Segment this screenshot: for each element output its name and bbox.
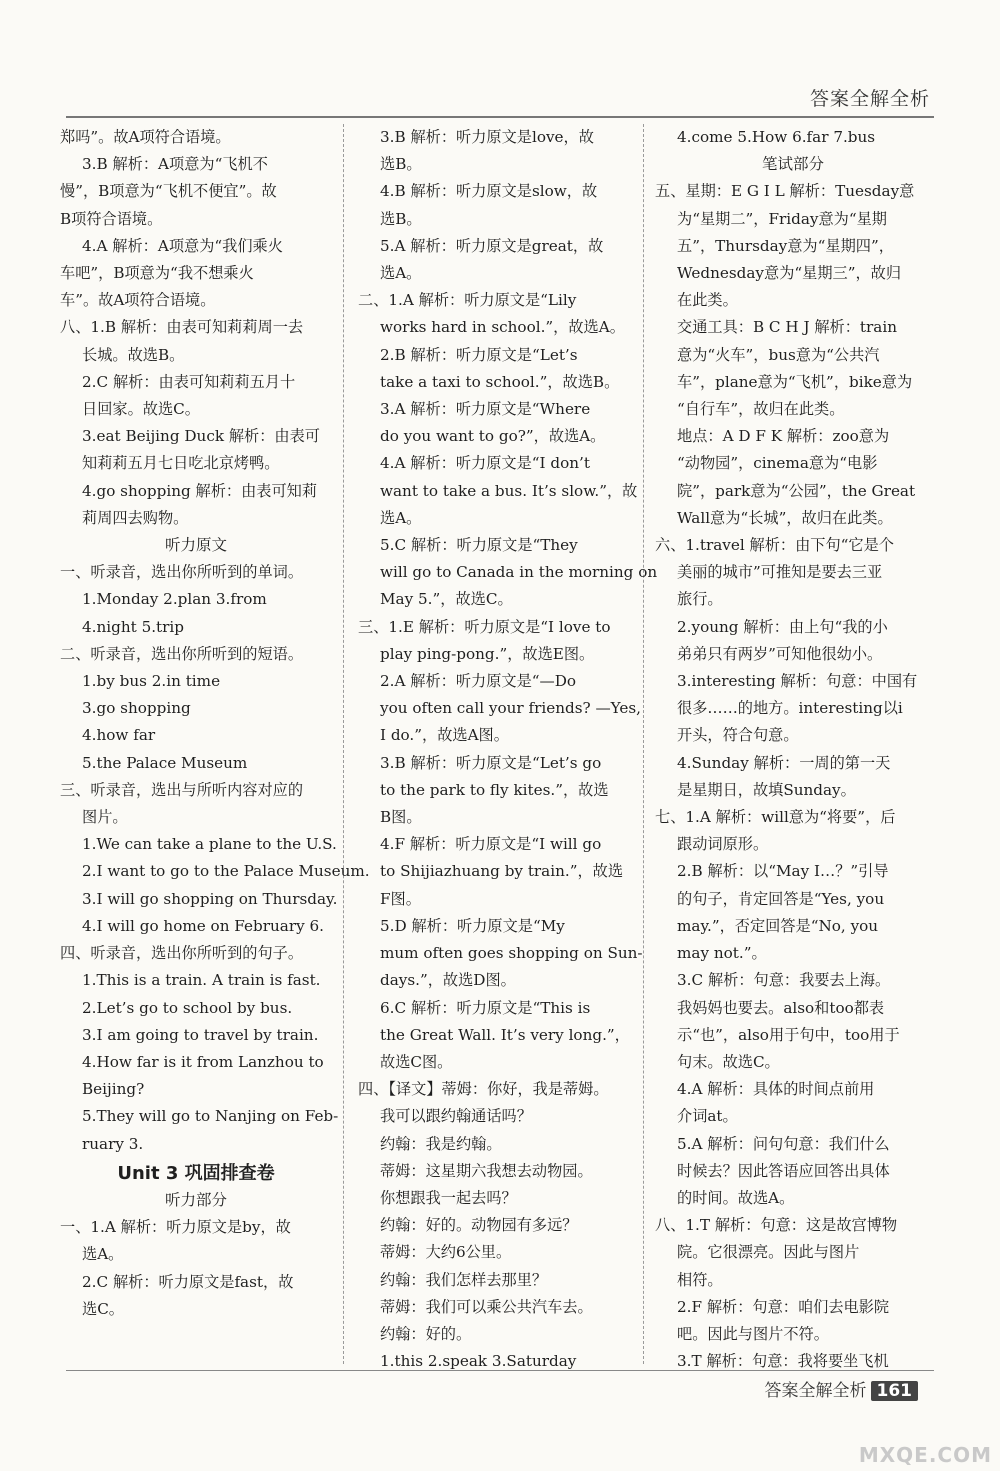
- text-line: may.”，否定回答是“No, you: [677, 916, 879, 935]
- text-line: 1.Monday 2.plan 3.from: [82, 590, 267, 609]
- text-line: want to take a bus. It’s slow.”，故: [380, 481, 638, 500]
- text-line: 2.B 解析：听力原文是“Let’s: [380, 345, 578, 364]
- text-line: 2.Let’s go to school by bus.: [82, 998, 293, 1017]
- text-line: 3.eat Beijing Duck 解析：由表可: [82, 427, 320, 446]
- text-line: 2.C 解析：由表可知莉莉五月十: [82, 372, 296, 391]
- text-line: Wall意为“长城”，故归在此类。: [677, 508, 893, 527]
- text-line: 句末。故选C。: [677, 1052, 780, 1071]
- text-line: 八、1.T 解析：句意：这是故宫博物: [655, 1216, 898, 1235]
- column-divider: [343, 124, 344, 1364]
- text-line: “动物园”，cinema意为“电影: [677, 454, 878, 473]
- text-line: 车”。故A项符合语境。: [60, 291, 216, 310]
- text-line: 四、听录音，选出你所听到的句子。: [60, 944, 303, 963]
- text-line: 2.C 解析：听力原文是fast，故: [82, 1272, 294, 1291]
- text-line: 是星期日，故填Sunday。: [677, 780, 856, 799]
- text-line: 故选C图。: [380, 1052, 453, 1071]
- text-line: play ping-pong.”，故选E图。: [380, 644, 595, 663]
- text-line: 约翰：我们怎样去那里？: [380, 1270, 548, 1289]
- text-line: Beijing?: [82, 1080, 145, 1099]
- text-line: 4.come 5.How 6.far 7.bus: [677, 128, 876, 146]
- text-line: 长城。故选B。: [82, 345, 185, 364]
- text-line: 蒂姆：大约6公里。: [380, 1243, 512, 1262]
- text-line: 5.the Palace Museum: [82, 753, 248, 772]
- text-line: 4.A 解析：A项意为“我们乘火: [82, 236, 283, 255]
- text-line: 3.T 解析：句意：我将要坐飞机: [677, 1352, 889, 1371]
- column-divider: [643, 124, 644, 1364]
- text-line: 5.They will go to Nanjing on Feb-: [82, 1107, 339, 1126]
- text-line: 选B。: [380, 209, 422, 228]
- text-line: 1.This is a train. A train is fast.: [82, 971, 321, 990]
- text-line: 示“也”，also用于句中，too用于: [677, 1025, 900, 1044]
- text-line: 3.interesting 解析：句意：中国有: [677, 672, 918, 691]
- text-line: 知莉莉五月七日吃北京烤鸭。: [82, 454, 280, 473]
- section-heading: 听力部分: [164, 1190, 227, 1209]
- text-line: you often call your friends? —Yes,: [380, 699, 641, 718]
- text-line: 图片。: [82, 808, 128, 827]
- text-line: 吧。因此与图片不符。: [677, 1324, 829, 1343]
- text-line: 3.I am going to travel by train.: [82, 1025, 319, 1044]
- text-line: do you want to go?”，故选A。: [380, 427, 606, 446]
- text-line: 相符。: [677, 1270, 723, 1289]
- text-line: 在此类。: [677, 291, 738, 310]
- text-line: 一、1.A 解析：听力原文是by，故: [60, 1218, 291, 1237]
- text-line: 4.I will go home on February 6.: [82, 916, 324, 935]
- text-line: 时候去？因此答语应回答出具体: [677, 1161, 890, 1180]
- column-3: [655, 124, 931, 1371]
- section-heading: 笔试部分: [761, 155, 824, 174]
- text-line: 意为“火车”，bus意为“公共汽: [677, 345, 880, 364]
- text-line: 2.young 解析：由上句“我的小: [677, 617, 888, 636]
- text-line: 旅行。: [677, 590, 723, 609]
- text-line: 跟动词原形。: [677, 835, 769, 854]
- text-line: 3.C 解析：句意：我要去上海。: [677, 971, 891, 990]
- text-line: F图。: [380, 889, 421, 908]
- text-line: 4.go shopping 解析：由表可知莉: [82, 481, 318, 500]
- text-line: may not.”。: [677, 944, 767, 963]
- text-line: 日回家。故选C。: [82, 400, 200, 419]
- text-line: 3.I will go shopping on Thursday.: [82, 889, 338, 908]
- text-line: 七、1.A 解析：will意为“将要”，后: [655, 808, 896, 827]
- text-line: to the park to fly kites.”，故选: [380, 780, 609, 799]
- text-line: 八、1.B 解析：由表可知莉莉周一去: [60, 318, 304, 337]
- text-line: 1.by bus 2.in time: [82, 672, 221, 691]
- text-line: 3.B 解析：A项意为“飞机不: [82, 155, 268, 174]
- text-line: 的句子，肯定回答是“Yes, you: [677, 889, 885, 908]
- text-line: “自行车”，故归在此类。: [677, 400, 845, 419]
- text-line: 蒂姆：这星期六我想去动物园。: [380, 1161, 593, 1180]
- text-line: 郑吗”。故A项符合语境。: [60, 128, 231, 146]
- text-line: will go to Canada in the morning on: [380, 563, 658, 582]
- text-line: 弟弟只有两岁”可知他很幼小。: [677, 644, 883, 663]
- text-line: 为“星期二”，Friday意为“星期: [677, 209, 887, 228]
- text-line: 4.F 解析：听力原文是“I will go: [380, 835, 602, 854]
- text-line: 交通工具：B C H J 解析：train: [677, 318, 897, 337]
- text-line: 二、1.A 解析：听力原文是“Lily: [358, 291, 577, 310]
- text-line: 的时间。故选A。: [677, 1188, 795, 1207]
- text-line: 二、听录音，选出你所听到的短语。: [60, 644, 303, 663]
- text-line: 5.C 解析：听力原文是“They: [380, 536, 578, 555]
- footer-label: 答案全解全析: [764, 1381, 867, 1401]
- text-line: 一、听录音，选出你所听到的单词。: [60, 563, 303, 582]
- text-line: works hard in school.”，故选A。: [380, 318, 625, 337]
- text-line: 很多……的地方。interesting以i: [677, 699, 903, 718]
- text-line: 3.A 解析：听力原文是“Where: [380, 400, 591, 419]
- text-line: 3.B 解析：听力原文是“Let’s go: [380, 753, 602, 772]
- text-line: 开头，符合句意。: [677, 726, 799, 745]
- text-line: 五、星期：E G I L 解析：Tuesday意: [655, 182, 915, 201]
- text-line: 六、1.travel 解析：由下句“它是个: [655, 536, 894, 555]
- text-line: 1.We can take a plane to the U.S.: [82, 835, 337, 854]
- text-line: 2.F 解析：句意：咱们去电影院: [677, 1297, 890, 1316]
- text-line: 蒂姆：我们可以乘公共汽车去。: [380, 1297, 593, 1316]
- section-heading: 听力原文: [164, 536, 227, 555]
- column-1: [60, 124, 370, 1361]
- text-line: 你想跟我一起去吗？: [380, 1188, 517, 1207]
- text-line: 4.A 解析：具体的时间点前用: [677, 1080, 875, 1099]
- text-line: 2.A 解析：听力原文是“—Do: [380, 672, 577, 691]
- text-line: 选A。: [380, 264, 422, 283]
- text-line: B图。: [380, 808, 422, 827]
- text-line: 4.how far: [82, 726, 156, 745]
- text-line: 院”，park意为“公园”，the Great: [677, 481, 916, 500]
- text-line: 院。它很漂亮。因此与图片: [677, 1243, 860, 1262]
- text-line: 车”，plane意为“飞机”，bike意为: [677, 372, 913, 391]
- text-line: 4.night 5.trip: [82, 617, 184, 636]
- text-line: I do.”，故选A图。: [380, 726, 509, 745]
- text-line: 6.C 解析：听力原文是“This is: [380, 998, 591, 1017]
- text-line: 选C。: [82, 1299, 124, 1318]
- column-2: [358, 124, 658, 1371]
- text-line: 我可以跟约翰通话吗？: [380, 1107, 532, 1126]
- text-line: 介词at。: [677, 1107, 738, 1126]
- header-label: 答案全解全析: [809, 88, 930, 110]
- text-line: 美丽的城市”可推知是要去三亚: [677, 563, 883, 582]
- text-line: 地点：A D F K 解析：zoo意为: [677, 427, 890, 446]
- text-line: 5.A 解析：问句句意：我们什么: [677, 1134, 890, 1153]
- text-line: 2.I want to go to the Palace Museum.: [82, 862, 370, 881]
- text-line: 1.this 2.speak 3.Saturday: [380, 1352, 577, 1371]
- text-line: 3.go shopping: [82, 699, 191, 718]
- text-line: 3.B 解析：听力原文是love，故: [380, 128, 594, 146]
- text-line: 四、【译文】蒂姆：你好，我是蒂姆。: [358, 1080, 609, 1099]
- text-line: 我妈妈也要去。also和too都表: [677, 998, 885, 1017]
- text-line: 4.A 解析：听力原文是“I don’t: [380, 454, 590, 473]
- text-line: ruary 3.: [82, 1134, 144, 1153]
- text-line: 约翰：我是约翰。: [380, 1134, 502, 1153]
- text-line: 五”，Thursday意为“星期四”，: [677, 236, 894, 255]
- header-rule: [66, 116, 934, 118]
- text-line: take a taxi to school.”，故选B。: [380, 372, 620, 391]
- page-number: 161: [871, 1381, 919, 1401]
- text-line: Wednesday意为“星期三”，故归: [677, 264, 902, 283]
- text-line: 三、1.E 解析：听力原文是“I love to: [358, 617, 611, 636]
- text-line: 4.B 解析：听力原文是slow，故: [380, 182, 598, 201]
- text-line: to Shijiazhuang by train.”，故选: [380, 862, 624, 881]
- text-line: 车吧”，B项意为“我不想乘火: [60, 264, 254, 283]
- text-line: 4.How far is it from Lanzhou to: [82, 1052, 324, 1071]
- text-line: 选A。: [380, 508, 422, 527]
- text-line: 4.Sunday 解析：一周的第一天: [677, 753, 891, 772]
- footer-rule: [66, 1370, 934, 1371]
- text-line: 约翰：好的。: [380, 1324, 472, 1343]
- text-line: May 5.”，故选C。: [380, 590, 513, 609]
- text-line: 三、听录音，选出与所听内容对应的: [60, 780, 303, 799]
- text-line: mum often goes shopping on Sun-: [380, 944, 643, 963]
- text-line: 5.D 解析：听力原文是“My: [380, 916, 565, 935]
- footer: [765, 1376, 919, 1401]
- text-line: 选B。: [380, 155, 422, 174]
- text-line: days.”，故选D图。: [380, 971, 516, 990]
- text-line: 2.B 解析：以“May I…？”引导: [677, 862, 889, 881]
- text-line: 慢”，B项意为“飞机不便宜”。故: [60, 182, 277, 201]
- text-line: 莉周四去购物。: [82, 508, 189, 527]
- watermark: MXQE.COM: [858, 1443, 992, 1467]
- text-line: 约翰：好的。动物园有多远？: [380, 1216, 578, 1235]
- text-line: 选A。: [82, 1245, 124, 1264]
- text-line: 5.A 解析：听力原文是great，故: [380, 236, 604, 255]
- text-line: the Great Wall. It’s very long.”，: [380, 1025, 630, 1044]
- unit-title: Unit 3 巩固排查卷: [117, 1162, 275, 1184]
- text-line: B项符合语境。: [60, 209, 163, 228]
